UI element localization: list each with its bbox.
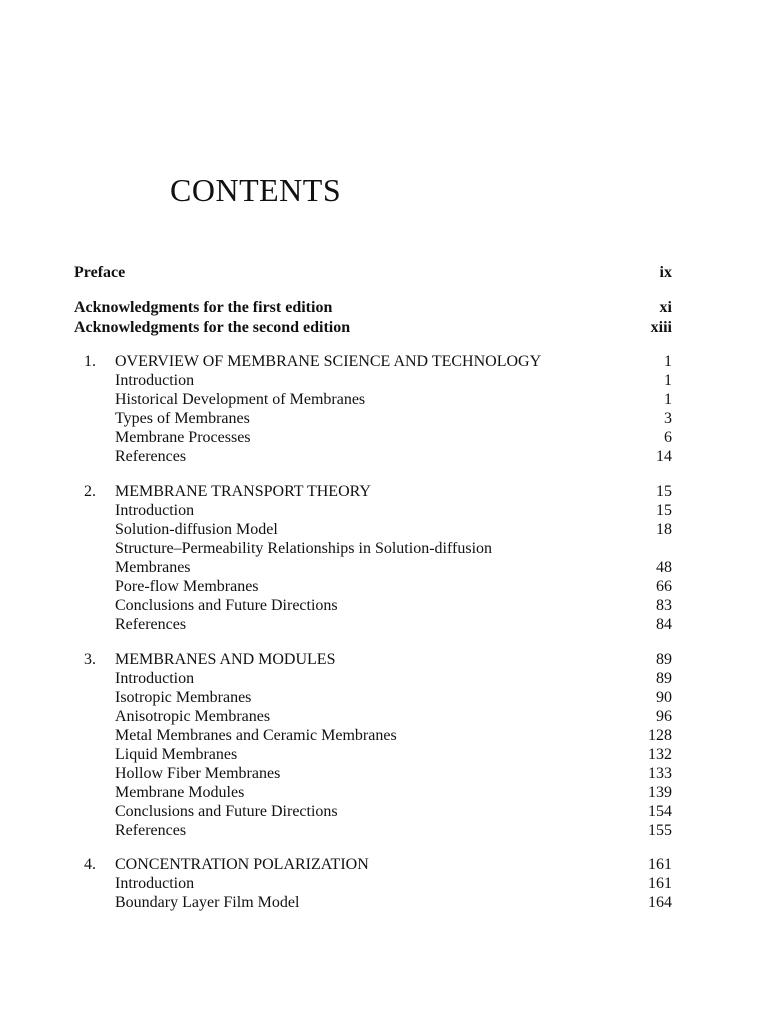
section-label: Conclusions and Future Directions <box>115 597 338 614</box>
section-label: Boundary Layer Film Model <box>115 894 300 911</box>
section-label: Liquid Membranes <box>115 746 238 763</box>
toc-front-page: xiii <box>650 319 672 336</box>
toc-front-item-ack-first <box>74 298 672 318</box>
toc-front-label: Acknowledgments for the second edition <box>74 319 351 336</box>
section-page: 161 <box>648 875 672 892</box>
section-page: 139 <box>648 784 672 801</box>
section-label: References <box>115 822 187 839</box>
toc-chapter-1 <box>74 352 672 466</box>
toc-section <box>74 428 672 447</box>
toc-section <box>74 409 672 428</box>
toc-section <box>74 802 672 821</box>
toc-front-label: Acknowledgments for the first edition <box>74 299 333 316</box>
toc-front-label: Preface <box>74 264 126 281</box>
section-label: Anisotropic Membranes <box>115 708 271 725</box>
section-label: Introduction <box>115 670 195 687</box>
toc-section <box>74 390 672 409</box>
section-page: 66 <box>656 578 672 595</box>
toc-front-item-preface <box>74 263 672 283</box>
chapter-page: 15 <box>656 483 672 500</box>
toc-section <box>74 520 672 539</box>
chapter-title: OVERVIEW OF MEMBRANE SCIENCE AND TECHNOLOGY <box>115 353 542 370</box>
section-page: 18 <box>656 521 672 538</box>
toc-section <box>74 821 672 840</box>
section-label: Conclusions and Future Directions <box>115 803 338 820</box>
toc-front-page: ix <box>659 264 672 281</box>
toc-front-page: xi <box>659 299 672 316</box>
section-label: Structure–Permeability Relationships in Solution-diffusion <box>115 540 493 557</box>
chapter-page: 1 <box>664 353 672 370</box>
section-page: 15 <box>656 502 672 519</box>
section-page: 48 <box>656 559 672 576</box>
section-label: Hollow Fiber Membranes <box>115 765 281 782</box>
section-page: 14 <box>656 448 672 465</box>
toc-chapter-3 <box>74 650 672 840</box>
section-label: Membrane Modules <box>115 784 245 801</box>
section-page: 128 <box>648 727 672 744</box>
section-page: 89 <box>656 670 672 687</box>
chapter-number: 1. <box>84 353 96 370</box>
toc-front-item-ack-second <box>74 318 672 338</box>
section-page: 6 <box>664 429 672 446</box>
toc-section <box>74 783 672 802</box>
section-page: 3 <box>664 410 672 427</box>
chapter-title: MEMBRANE TRANSPORT THEORY <box>115 483 371 500</box>
toc-section <box>74 726 672 745</box>
chapter-heading <box>74 482 672 501</box>
section-page: 83 <box>656 597 672 614</box>
page-title: CONTENTS <box>170 172 342 208</box>
toc-section <box>74 688 672 707</box>
section-label: Membrane Processes <box>115 429 251 446</box>
section-page: 84 <box>656 616 672 633</box>
chapter-page: 161 <box>648 856 672 873</box>
toc-section <box>74 893 672 912</box>
section-page: 1 <box>664 372 672 389</box>
chapter-number: 4. <box>84 856 96 873</box>
section-label: References <box>115 448 187 465</box>
section-label: Solution-diffusion Model <box>115 521 278 538</box>
section-page: 132 <box>648 746 672 763</box>
section-label: References <box>115 616 187 633</box>
toc-section <box>74 707 672 726</box>
toc-section <box>74 501 672 520</box>
toc-chapter-2 <box>74 482 672 634</box>
toc-section <box>74 745 672 764</box>
toc-section <box>74 371 672 390</box>
section-label: Introduction <box>115 502 195 519</box>
chapter-title: CONCENTRATION POLARIZATION <box>115 856 369 873</box>
section-page: 154 <box>648 803 672 820</box>
section-label: Types of Membranes <box>115 410 250 427</box>
toc-section <box>74 577 672 596</box>
toc-section <box>74 558 672 577</box>
section-label: Historical Development of Membranes <box>115 391 366 408</box>
chapter-page: 89 <box>656 651 672 668</box>
chapter-heading <box>74 352 672 371</box>
toc-section <box>74 669 672 688</box>
toc-chapter-4 <box>74 855 672 912</box>
section-page: 164 <box>648 894 672 911</box>
section-label: Pore-flow Membranes <box>115 578 259 595</box>
chapter-number: 3. <box>84 651 96 668</box>
chapter-heading <box>74 650 672 669</box>
section-page: 96 <box>656 708 672 725</box>
toc-section <box>74 615 672 634</box>
section-page: 155 <box>648 822 672 839</box>
section-label: Membranes <box>115 559 191 576</box>
chapter-title: MEMBRANES AND MODULES <box>115 651 336 668</box>
chapter-heading <box>74 855 672 874</box>
toc-section <box>74 764 672 783</box>
section-label: Metal Membranes and Ceramic Membranes <box>115 727 397 744</box>
section-label: Introduction <box>115 875 195 892</box>
toc-section <box>74 539 672 558</box>
toc-section <box>74 596 672 615</box>
toc-section <box>74 874 672 893</box>
section-page: 1 <box>664 391 672 408</box>
section-page: 90 <box>656 689 672 706</box>
section-label: Isotropic Membranes <box>115 689 252 706</box>
section-label: Introduction <box>115 372 195 389</box>
chapter-number: 2. <box>84 483 96 500</box>
toc-section <box>74 447 672 466</box>
section-page: 133 <box>648 765 672 782</box>
